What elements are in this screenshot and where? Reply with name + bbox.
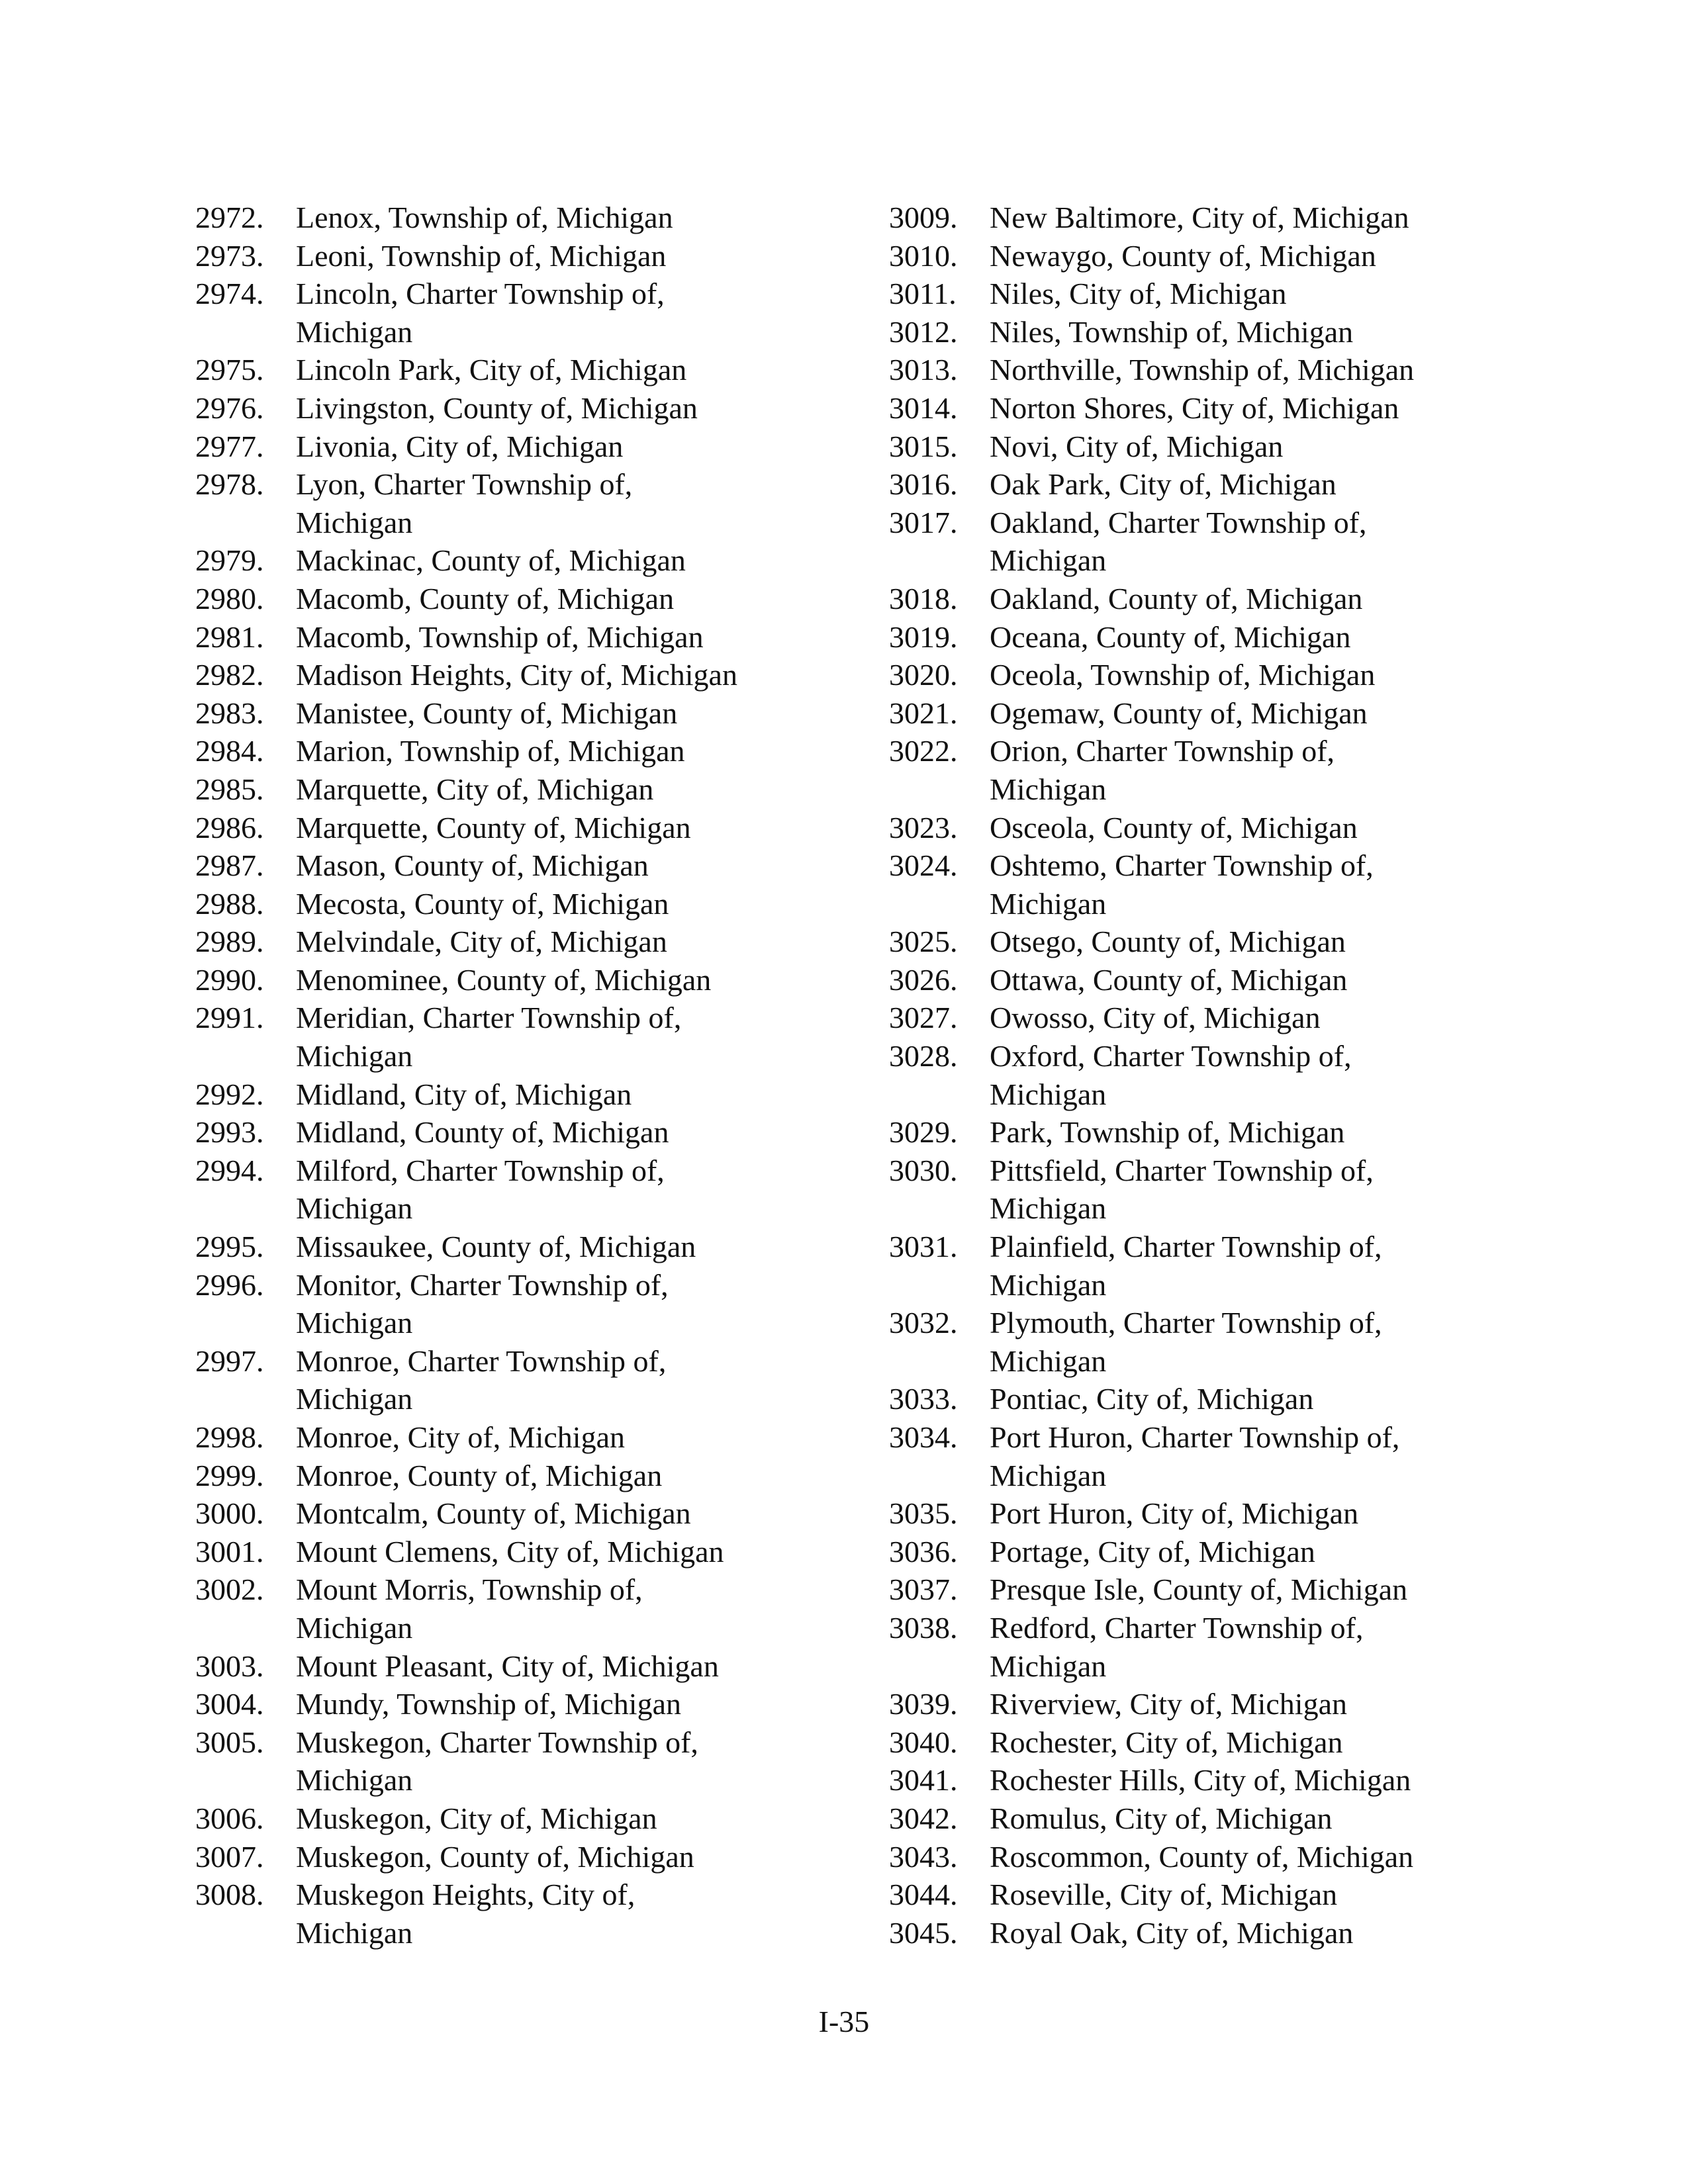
list-item: [195, 1570, 818, 1647]
list-item: [195, 618, 818, 657]
item-text: Monroe, City of, Michigan: [296, 1420, 625, 1454]
item-number: 2979.: [195, 543, 264, 578]
item-text: Port Huron, Charter Township of, Michigan: [990, 1420, 1400, 1492]
list-item: [195, 1533, 818, 1571]
item-number: 3006.: [195, 1801, 264, 1835]
item-text: Pittsfield, Charter Township of, Michigan: [990, 1153, 1374, 1226]
item-number: 3042.: [889, 1801, 958, 1835]
item-number: 3033.: [889, 1382, 958, 1416]
item-number: 2978.: [195, 467, 264, 502]
list-item: [195, 465, 818, 541]
item-text: Ottawa, County of, Michigan: [990, 962, 1348, 997]
item-text: Newaygo, County of, Michigan: [990, 238, 1376, 273]
list-item: [889, 1761, 1511, 1799]
item-text: Lincoln, Charter Township of, Michigan: [296, 277, 665, 349]
item-number: 2995.: [195, 1230, 264, 1264]
item-text: Plymouth, Charter Township of, Michigan: [990, 1306, 1382, 1378]
item-number: 3007.: [195, 1839, 264, 1874]
item-number: 3034.: [889, 1420, 958, 1454]
item-number: 3025.: [889, 925, 958, 959]
item-number: 2988.: [195, 886, 264, 921]
item-number: 3009.: [889, 201, 958, 234]
item-text: Mecosta, County of, Michigan: [296, 886, 669, 921]
item-number: 2986.: [195, 810, 264, 844]
item-number: 3035.: [889, 1496, 958, 1531]
list-item: [889, 1494, 1511, 1533]
list-item: [195, 1647, 818, 1686]
item-text: Monitor, Charter Township of, Michigan: [296, 1267, 669, 1340]
list-item: [195, 1266, 818, 1342]
item-number: 3015.: [889, 429, 958, 463]
list-item: [195, 923, 818, 961]
list-item: [889, 732, 1511, 808]
item-text: Milford, Charter Township of, Michigan: [296, 1153, 665, 1226]
item-text: Presque Isle, County of, Michigan: [990, 1572, 1408, 1607]
item-number: 3032.: [889, 1306, 958, 1340]
list-item: [195, 732, 818, 770]
item-number: 3016.: [889, 467, 958, 502]
item-number: 2977.: [195, 429, 264, 463]
item-number: 3011.: [889, 277, 957, 311]
list-item: [889, 846, 1511, 923]
list-item: [889, 961, 1511, 999]
item-text: Mackinac, County of, Michigan: [296, 543, 686, 578]
list-item: [889, 618, 1511, 657]
item-number: 3002.: [195, 1572, 264, 1607]
item-number: 3040.: [889, 1725, 958, 1759]
list-item: [195, 1457, 818, 1495]
list-item: [195, 885, 818, 923]
item-number: 2992.: [195, 1077, 264, 1111]
item-number: 2994.: [195, 1153, 264, 1187]
item-number: 3017.: [889, 505, 958, 539]
item-number: 3024.: [889, 848, 958, 883]
list-item: [889, 389, 1511, 428]
item-text: Novi, City of, Michigan: [990, 429, 1284, 463]
item-text: Plainfield, Charter Township of, Michigan: [990, 1230, 1382, 1302]
item-text: Orion, Charter Township of, Michigan: [990, 734, 1335, 806]
list-item: [889, 1685, 1511, 1723]
item-text: Oxford, Charter Township of, Michigan: [990, 1039, 1352, 1111]
item-number: 2972.: [195, 201, 264, 234]
list-item: [195, 1685, 818, 1723]
list-item: [889, 1418, 1511, 1494]
page-number: I-35: [818, 2005, 870, 2038]
item-number: 3030.: [889, 1153, 958, 1187]
left-column-list: [195, 199, 818, 1952]
item-text: Rochester Hills, City of, Michigan: [990, 1763, 1411, 1797]
item-text: Manistee, County of, Michigan: [296, 696, 678, 730]
list-item: [195, 809, 818, 847]
item-text: Mason, County of, Michigan: [296, 848, 649, 883]
list-item: [889, 923, 1511, 961]
item-number: 2989.: [195, 925, 264, 959]
list-item: [889, 275, 1511, 313]
list-item: [195, 199, 818, 237]
item-text: Meridian, Charter Township of, Michigan: [296, 1001, 682, 1073]
item-text: Mundy, Township of, Michigan: [296, 1687, 681, 1721]
list-item: [195, 694, 818, 733]
item-text: Marquette, County of, Michigan: [296, 810, 691, 844]
list-item: [889, 428, 1511, 466]
item-text: Muskegon Heights, City of, Michigan: [296, 1878, 635, 1950]
list-item: [889, 313, 1511, 351]
item-number: 3041.: [889, 1763, 958, 1797]
list-item: [889, 694, 1511, 733]
item-text: Northville, Township of, Michigan: [990, 353, 1415, 387]
item-text: Park, Township of, Michigan: [990, 1115, 1345, 1150]
item-text: Roscommon, County of, Michigan: [990, 1839, 1414, 1874]
item-text: Monroe, County of, Michigan: [296, 1458, 663, 1492]
item-text: Midland, County of, Michigan: [296, 1115, 669, 1150]
item-number: 2991.: [195, 1001, 264, 1035]
item-number: 2974.: [195, 277, 264, 311]
item-number: 3028.: [889, 1039, 958, 1073]
item-text: Roseville, City of, Michigan: [990, 1878, 1338, 1912]
item-text: Marquette, City of, Michigan: [296, 772, 654, 806]
item-number: 3026.: [889, 962, 958, 997]
item-text: Muskegon, County of, Michigan: [296, 1839, 694, 1874]
item-number: 3003.: [195, 1649, 264, 1683]
item-text: Osceola, County of, Michigan: [990, 810, 1358, 844]
item-text: Mount Morris, Township of, Michigan: [296, 1572, 643, 1645]
item-text: Macomb, Township of, Michigan: [296, 619, 704, 654]
list-item: [195, 656, 818, 694]
list-item: [195, 1418, 818, 1457]
item-text: Oceana, County of, Michigan: [990, 619, 1351, 654]
item-text: Oakland, Charter Township of, Michigan: [990, 505, 1367, 578]
list-item: [195, 1876, 818, 1952]
list-item: [195, 1494, 818, 1533]
list-item: [195, 275, 818, 351]
list-item: [889, 656, 1511, 694]
item-text: Leoni, Township of, Michigan: [296, 238, 667, 273]
list-item: [889, 1152, 1511, 1228]
item-number: 2975.: [195, 353, 264, 387]
item-text: Royal Oak, City of, Michigan: [990, 1915, 1354, 1950]
list-item: [889, 1723, 1511, 1762]
item-number: 2993.: [195, 1115, 264, 1150]
item-number: 2997.: [195, 1343, 264, 1378]
list-item: [889, 809, 1511, 847]
item-text: Oak Park, City of, Michigan: [990, 467, 1336, 502]
item-number: 2982.: [195, 658, 264, 692]
item-number: 2998.: [195, 1420, 264, 1454]
item-text: Mount Pleasant, City of, Michigan: [296, 1649, 719, 1683]
item-number: 2983.: [195, 696, 264, 730]
item-text: Macomb, County of, Michigan: [296, 581, 675, 615]
list-item: [195, 961, 818, 999]
item-number: 2973.: [195, 238, 264, 273]
item-number: 3005.: [195, 1725, 264, 1759]
list-item: [195, 1113, 818, 1152]
item-number: 3021.: [889, 696, 958, 730]
item-text: Mount Clemens, City of, Michigan: [296, 1534, 724, 1569]
item-number: 3037.: [889, 1572, 958, 1607]
list-item: [889, 1914, 1511, 1952]
list-item: [195, 389, 818, 428]
item-text: Missaukee, County of, Michigan: [296, 1230, 696, 1264]
item-number: 3012.: [889, 314, 958, 349]
item-number: 3000.: [195, 1496, 264, 1531]
item-text: Niles, City of, Michigan: [990, 277, 1287, 311]
item-number: 3031.: [889, 1230, 958, 1264]
item-number: 3045.: [889, 1915, 958, 1950]
list-item: [889, 199, 1511, 237]
item-number: 2980.: [195, 581, 264, 615]
item-text: Lincoln Park, City of, Michigan: [296, 353, 687, 387]
item-number: 3014.: [889, 390, 958, 425]
item-number: 3029.: [889, 1115, 958, 1150]
item-text: Romulus, City of, Michigan: [990, 1801, 1333, 1835]
item-text: Rochester, City of, Michigan: [990, 1725, 1343, 1759]
item-text: Muskegon, City of, Michigan: [296, 1801, 657, 1835]
list-item: [195, 999, 818, 1075]
item-text: Portage, City of, Michigan: [990, 1534, 1315, 1569]
list-item: [889, 999, 1511, 1037]
item-text: Lenox, Township of, Michigan: [296, 201, 673, 234]
list-item: [195, 770, 818, 809]
list-item: [889, 237, 1511, 275]
item-text: Port Huron, City of, Michigan: [990, 1496, 1359, 1531]
item-number: 3001.: [195, 1534, 264, 1569]
item-number: 3036.: [889, 1534, 958, 1569]
item-text: Midland, City of, Michigan: [296, 1077, 632, 1111]
item-text: Oshtemo, Charter Township of, Michigan: [990, 848, 1374, 921]
item-text: Oakland, County of, Michigan: [990, 581, 1363, 615]
item-text: Muskegon, Charter Township of, Michigan: [296, 1725, 698, 1797]
item-text: Riverview, City of, Michigan: [990, 1687, 1347, 1721]
item-text: Niles, Township of, Michigan: [990, 314, 1354, 349]
list-item: [889, 504, 1511, 580]
item-text: Monroe, Charter Township of, Michigan: [296, 1343, 667, 1416]
item-text: Menominee, County of, Michigan: [296, 962, 712, 997]
list-item: [195, 237, 818, 275]
item-number: 3022.: [889, 734, 958, 768]
item-text: Lyon, Charter Township of, Michigan: [296, 467, 633, 539]
list-item: [195, 1075, 818, 1114]
item-number: 2985.: [195, 772, 264, 806]
item-number: 2990.: [195, 962, 264, 997]
list-item: [195, 541, 818, 580]
item-text: Melvindale, City of, Michigan: [296, 925, 667, 959]
list-item: [889, 1113, 1511, 1152]
list-item: [889, 1876, 1511, 1914]
list-item: [195, 580, 818, 618]
item-text: Madison Heights, City of, Michigan: [296, 658, 737, 692]
item-text: Owosso, City of, Michigan: [990, 1001, 1321, 1035]
item-number: 3008.: [195, 1878, 264, 1912]
item-text: Otsego, County of, Michigan: [990, 925, 1346, 959]
item-text: Redford, Charter Township of, Michigan: [990, 1610, 1364, 1683]
item-text: Ogemaw, County of, Michigan: [990, 696, 1368, 730]
item-number: 3038.: [889, 1610, 958, 1645]
item-number: 3010.: [889, 238, 958, 273]
item-number: 3044.: [889, 1878, 958, 1912]
list-item: [889, 1228, 1511, 1304]
item-number: 3027.: [889, 1001, 958, 1035]
list-item: [889, 1380, 1511, 1418]
item-number: 2987.: [195, 848, 264, 883]
list-item: [195, 1838, 818, 1876]
list-item: [889, 1570, 1511, 1609]
item-number: 2976.: [195, 390, 264, 425]
list-item: [195, 1799, 818, 1838]
item-number: 3039.: [889, 1687, 958, 1721]
item-number: 3023.: [889, 810, 958, 844]
item-number: 3020.: [889, 658, 958, 692]
list-item: [889, 1304, 1511, 1380]
item-number: 2999.: [195, 1458, 264, 1492]
list-item: [889, 351, 1511, 389]
list-item: [195, 428, 818, 466]
list-item: [889, 1533, 1511, 1571]
item-text: Livingston, County of, Michigan: [296, 390, 698, 425]
item-number: 3004.: [195, 1687, 264, 1721]
item-text: Marion, Township of, Michigan: [296, 734, 685, 768]
list-item: [889, 1799, 1511, 1838]
item-text: Oceola, Township of, Michigan: [990, 658, 1376, 692]
list-item: [195, 351, 818, 389]
list-item: [889, 580, 1511, 618]
item-number: 3019.: [889, 619, 958, 654]
item-number: 2996.: [195, 1267, 264, 1302]
list-item: [195, 1342, 818, 1418]
item-text: Pontiac, City of, Michigan: [990, 1382, 1314, 1416]
list-item: [889, 1838, 1511, 1876]
item-text: Livonia, City of, Michigan: [296, 429, 624, 463]
right-column-list: [889, 199, 1511, 1952]
item-number: 2984.: [195, 734, 264, 768]
list-item: [889, 465, 1511, 504]
item-text: Montcalm, County of, Michigan: [296, 1496, 691, 1531]
item-number: 3018.: [889, 581, 958, 615]
item-number: 3043.: [889, 1839, 958, 1874]
list-item: [195, 1228, 818, 1266]
item-number: 3013.: [889, 353, 958, 387]
list-item: [889, 1609, 1511, 1685]
item-text: Norton Shores, City of, Michigan: [990, 390, 1399, 425]
list-item: [195, 1152, 818, 1228]
list-item: [195, 1723, 818, 1799]
list-item: [195, 846, 818, 885]
list-item: [889, 1037, 1511, 1113]
item-number: 2981.: [195, 619, 264, 654]
item-text: New Baltimore, City of, Michigan: [990, 201, 1409, 234]
